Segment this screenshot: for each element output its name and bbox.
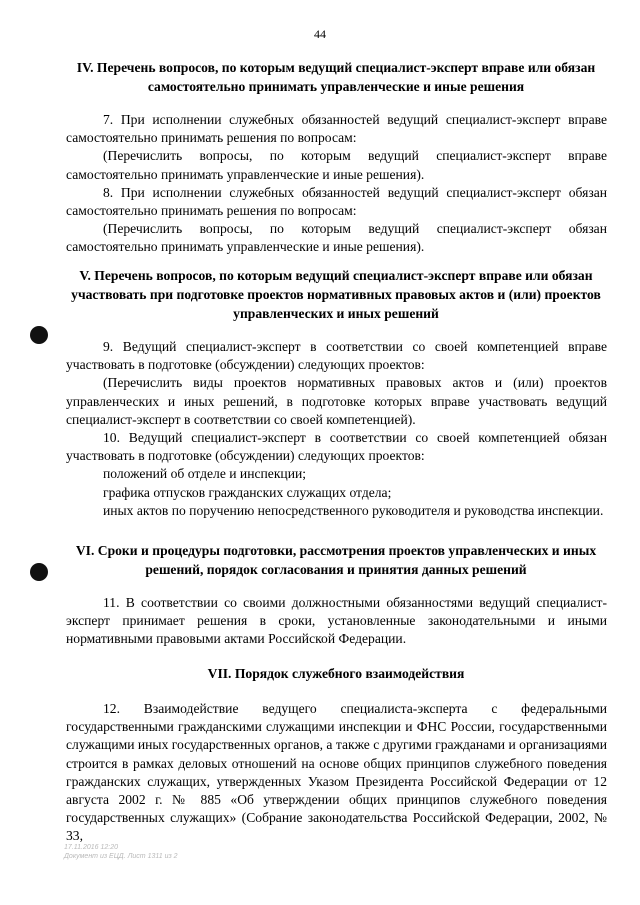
punch-hole-bottom (30, 563, 48, 581)
list-item-3: иных актов по поручению непосредственного руководителя и руководства инспекции. (103, 502, 604, 518)
paragraph-9: 9. Ведущий специалист-эксперт в соответствии со своей компетенцией вправе участвовать в подготовке (обсуждении) следующих проектов: (66, 339, 607, 373)
list-item-2: графика отпусков гражданских служащих отдела; (103, 484, 392, 500)
paragraph-10: 10. Ведущий специалист-эксперт в соответствии со своей компетенцией обязан участвовать в подготовке (обсуждении) следующих проектов: (66, 430, 607, 464)
section-v-body (66, 338, 607, 520)
paragraph-11: 11. В соответствии со своими должностными обязанностями ведущий специалист-эксперт принимает решения в сроки, установленные законодательными и иными нормативными правовыми актами Российской Федерации. (66, 595, 607, 647)
section-vi-body (66, 594, 607, 649)
section-vi-heading: VI. Сроки и процедуры подготовки, рассмотрения проектов управленческих и иных решений, порядок согласования и принятия данных решений (75, 543, 597, 577)
section-iv-body (66, 111, 607, 257)
stamp-line-2: Документ из ЕЦД. Лист 1311 из 2 (64, 853, 178, 860)
list-item-1: положений об отделе и инспекции; (103, 466, 307, 482)
section-v-heading: V. Перечень вопросов, по которым ведущий специалист-эксперт вправе или обязан участвовать при подготовке проектов нормативных правовых актов и (или) проектов управленческих и иных решений (71, 268, 601, 321)
paragraph-7: 7. При исполнении служебных обязанностей ведущий специалист-эксперт вправе самостоятельно принимать решения по вопросам: (66, 112, 607, 146)
paragraph-8-note: (Перечислить вопросы, по которым ведущий специалист-эксперт обязан самостоятельно принимать управленческие и иные решения). (66, 221, 607, 255)
stamp-line-1: 17.11.2016 12:20 (64, 844, 118, 851)
paragraph-8: 8. При исполнении служебных обязанностей ведущий специалист-эксперт обязан самостоятельно принимать решения по вопросам: (66, 184, 607, 219)
paragraph-9-note: (Перечислить виды проектов нормативных правовых актов и (или) проектов управленческих и иных решений, в подготовке которых вправе участвовать ведущий специалист-эксперт в соответствии со своей компетенцией). (66, 375, 607, 427)
punch-hole-top (30, 326, 48, 344)
page-number: 44 (314, 27, 326, 41)
electronic-stamp (64, 843, 178, 861)
section-vii-heading: VII. Порядок служебного взаимодействия (207, 666, 465, 681)
paragraph-12: 12. Взаимодействие ведущего специалиста-эксперта с федеральными государственными гражданскими служащими инспекции и ФНС России, государственными служащими иных государственных органов, а также с другими гражданами и организациями строится в рамках деловых отношений на основе общих принципов служебного поведения гражданских служащих, утвержденных Указом Президента Российской Федерации от 12 августа 2002 г. № 885 «Об утверждении общих принципов служебного поведения государственных служащих» (Собрание законодательства Российской Федерации, 2002, № 33, (66, 701, 607, 844)
section-iv-heading: IV. Перечень вопросов, по которым ведущий специалист-эксперт вправе или обязан самостоятельно принимать управленческие и иные решения (76, 60, 596, 94)
paragraph-7-note: (Перечислить вопросы, по которым ведущий специалист-эксперт вправе самостоятельно принимать управленческие и иные решения). (66, 148, 607, 182)
section-vii-body (66, 700, 607, 846)
